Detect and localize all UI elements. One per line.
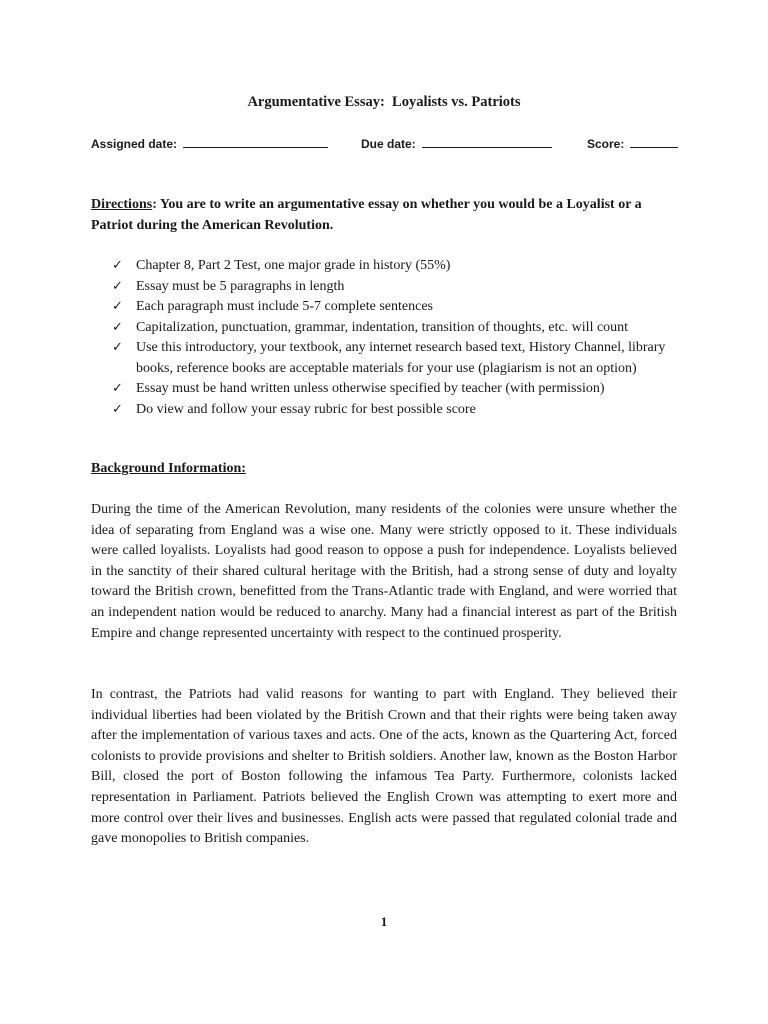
due-date-field bbox=[361, 135, 552, 151]
page-number: 1 bbox=[380, 914, 388, 929]
assigned-date-field bbox=[91, 135, 328, 151]
background-paragraph-loyalists: During the time of the American Revolution, many residents of the colonies were unsure whether the idea of separating from England was a wise one. Many were strictly opposed to it. These individuals were called loyalists. Loyalists had good reason to oppose a push for independence. Loyalists believed in the sanctity of their shared cultural heritage with the British, had a strong sense of duty and loyalty toward the British crown, benefitted from the Trans-Atlantic trade with England, and were worried that an independent nation would be reduced to anarchy. Many had a financial interest as part of the British Empire and change represented uncertainty with respect to the continued prosperity. bbox=[91, 502, 677, 641]
due-date-label: Due date: bbox=[361, 137, 416, 151]
checkmark-icon: ✓ bbox=[112, 319, 123, 335]
list-item: ✓ Capitalization, punctuation, grammar, indentation, transition of thoughts, etc. will count bbox=[112, 318, 682, 339]
background-paragraph-patriots: In contrast, the Patriots had valid reasons for wanting to part with England. They believed their individual liberties had been violated by the British Crown and that their rights were being taken away after the implementation of various taxes and acts. One of the acts, known as the Quartering Act, forced colonists to provide provisions and shelter to British soldiers. Another law, known as the Boston Harbor Bill, closed the port of Boston following the infamous Tea Party. Furthermore, colonists lacked representation in Parliament. Patriots believed the English Crown was attempting to exert more and more control over their lives and businesses. English acts were passed that regulated colonial trade and gave monopolies to British companies. bbox=[91, 687, 677, 847]
due-date-blank bbox=[422, 135, 552, 148]
list-item: ✓ Chapter 8, Part 2 Test, one major grade in history (55%) bbox=[112, 256, 682, 277]
list-item: ✓ Do view and follow your essay rubric for best possible score bbox=[112, 400, 682, 421]
checkmark-icon: ✓ bbox=[112, 401, 123, 417]
checkmark-icon: ✓ bbox=[112, 381, 123, 396]
score-field bbox=[587, 135, 678, 151]
assigned-date-blank bbox=[183, 135, 328, 148]
directions-text: : You are to write an argumentative essay on whether you would be a Loyalist or a Patriot during the American Revolution. bbox=[91, 197, 642, 233]
checkmark-icon: ✓ bbox=[112, 258, 123, 273]
list-item: ✓ Essay must be 5 paragraphs in length bbox=[112, 277, 682, 298]
background-heading: Background Information: bbox=[91, 461, 246, 476]
score-blank bbox=[630, 135, 678, 148]
list-item: ✓ Essay must be hand written unless otherwise specified by teacher (with permission) bbox=[112, 379, 682, 400]
directions-label: Directions bbox=[91, 197, 153, 212]
date-score-row bbox=[91, 135, 681, 155]
document-title: Argumentative Essay: Loyalists vs. Patriots bbox=[247, 94, 521, 110]
checkmark-icon: ✓ bbox=[112, 340, 123, 355]
requirements-checklist bbox=[112, 256, 682, 420]
list-item: ✓ Use this introductory, your textbook, any internet research based text, History Channel, library books, reference books are acceptable materials for your use (plagiarism is not an option) bbox=[112, 340, 666, 376]
directions bbox=[91, 194, 681, 236]
checkmark-icon: ✓ bbox=[112, 278, 123, 294]
score-label: Score: bbox=[587, 137, 625, 151]
checkmark-icon: ✓ bbox=[112, 299, 123, 314]
assigned-date-label: Assigned date: bbox=[91, 137, 178, 151]
list-item: ✓ Each paragraph must include 5-7 complete sentences bbox=[112, 297, 682, 318]
